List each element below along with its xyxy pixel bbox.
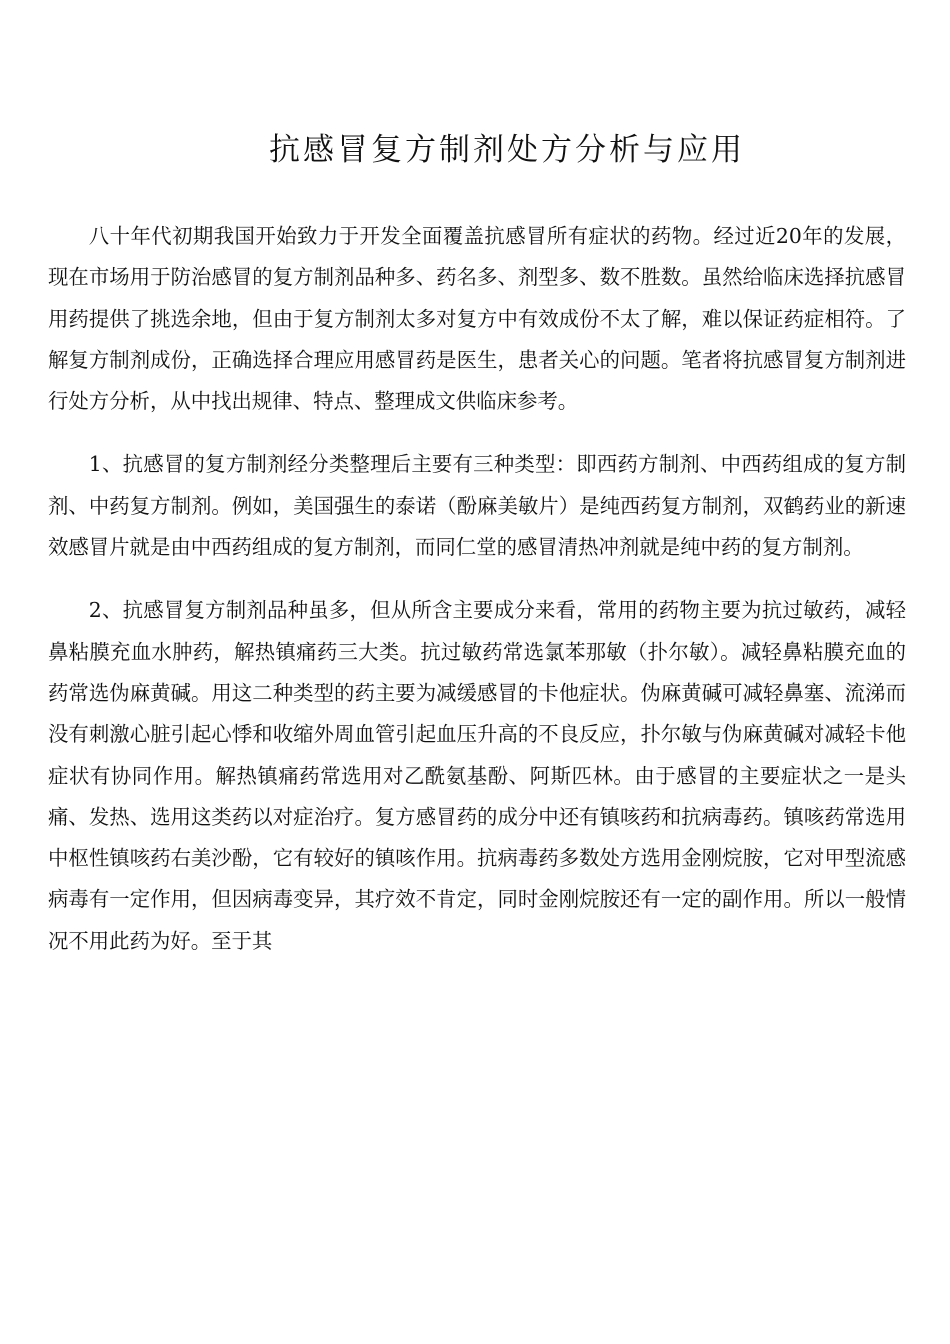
paragraph-section-1: 1、抗感冒的复方制剂经分类整理后主要有三种类型：即西药方制剂、中西药组成的复方制剂、中药复方制剂。例如，美国强生的泰诺（酚麻美敏片）是纯西药复方制剂，双鹤药业的新速效感冒片就是由中西药组成的复方制剂，而同仁堂的感冒清热冲剂就是纯中药的复方制剂。 [48,452,906,560]
document-page [48,0,906,1344]
paragraph-section-2: 2、抗感冒复方制剂品种虽多，但从所含主要成分来看，常用的药物主要为抗过敏药，减轻鼻粘膜充血水肿药，解热镇痛药三大类。抗过敏药常选氯苯那敏（扑尔敏）。减轻鼻粘膜充血的药常选伪麻黄碱。用这二种类型的药主要为减缓感冒的卡他症状。伪麻黄碱可减轻鼻塞、流涕而没有刺激心脏引起心悸和收缩外周血管引起血压升高的不良反应，扑尔敏与伪麻黄碱对减轻卡他症状有协同作用。解热镇痛药常选用对乙酰氨基酚、阿斯匹林。由于感冒的主要症状之一是头痛、发热、选用这类药以对症治疗。复方感冒药的成分中还有镇咳药和抗病毒药。镇咳药常选用中枢性镇咳药右美沙酚，它有较好的镇咳作用。抗病毒药多数处方选用金刚烷胺，它对甲型流感病毒有一定作用，但因病毒变异，其疗效不肯定，同时金刚烷胺还有一定的副作用。所以一般情况不用此药为好。至于其 [48,598,906,953]
document-title: 抗感冒复方制剂处方分析与应用 [269,132,745,168]
document-body [48,216,906,984]
paragraph-intro: 八十年代初期我国开始致力于开发全面覆盖抗感冒所有症状的药物。经过近20年的发展，现在市场用于防治感冒的复方制剂品种多、药名多、剂型多、数不胜数。虽然给临床选择抗感冒用药提供了挑选余地，但由于复方制剂太多对复方中有效成份不太了解，难以保证药症相符。了解复方制剂成份，正确选择合理应用感冒药是医生，患者关心的问题。笔者将抗感冒复方制剂进行处方分析，从中找出规律、特点、整理成文供临床参考。 [48,224,906,414]
